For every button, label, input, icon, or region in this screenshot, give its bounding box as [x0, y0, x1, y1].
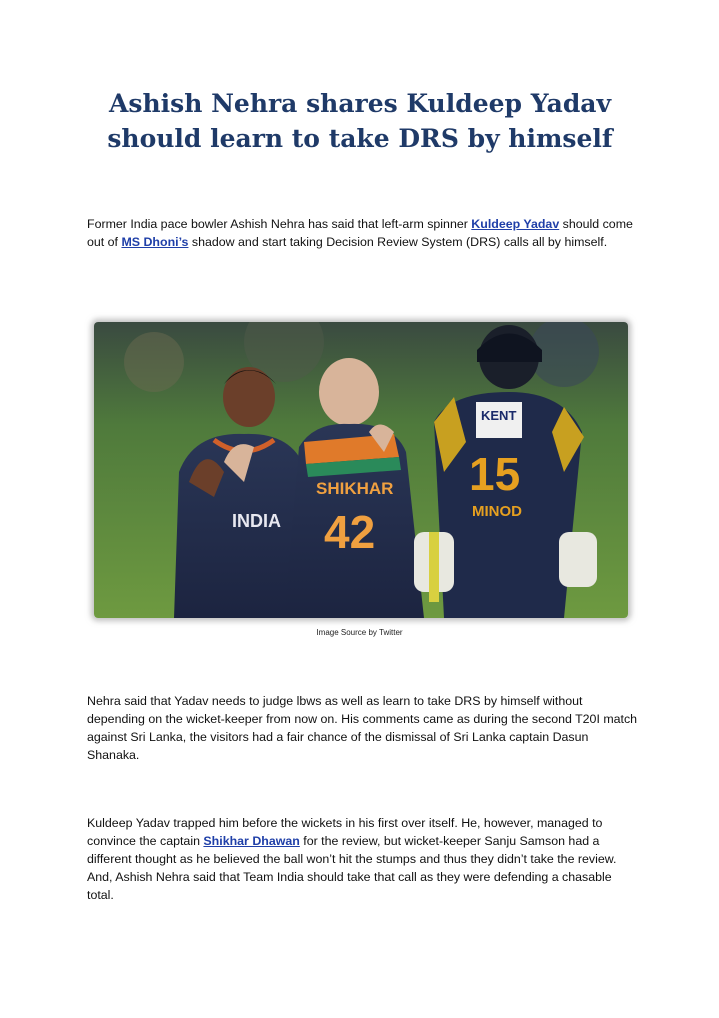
shikhar-dhawan-link[interactable]: Shikhar Dhawan: [203, 834, 300, 848]
jersey-name-minod: MINOD: [472, 503, 522, 520]
image-caption: Image Source by Twitter: [316, 628, 403, 637]
intro-text-2: should come out of: [87, 217, 633, 249]
jersey-sponsor: KENT: [481, 408, 517, 423]
kuldeep-yadav-link[interactable]: Kuldeep Yadav: [471, 217, 560, 231]
article-photo: [94, 322, 628, 618]
ms-dhoni-link[interactable]: MS Dhoni’s: [121, 235, 189, 249]
intro-text-1: Former India pace bowler Ashish Nehra has said that left-arm spinner: [87, 217, 472, 231]
p3-text-2: for the review, but wicket-keeper Sanju Samson had a different thought as he believed the ball won’t hit the stumps and thus they didn’t take the review. And, Ashish Nehra said that Team India should take that call as they were defending a chasable total.: [87, 834, 617, 902]
paragraph-three: [87, 814, 639, 904]
intro-text-3: shadow and start taking Decision Review System (DRS) calls all by himself.: [188, 235, 608, 249]
article-title: Ashish Nehra shares Kuldeep Yadav should learn to take DRS by himself: [107, 89, 613, 153]
jersey-number-15: 15: [469, 448, 521, 500]
jersey-name-shikhar: SHIKHAR: [316, 479, 394, 498]
paragraph-two: Nehra said that Yadav needs to judge lbws as well as learn to take DRS by himself without depending on the wicket-keeper from now on. His comments came as during the second T20I match against Sri Lanka, the visitors had a fair chance of the dismissal of Sri Lanka captain Dasun Shanaka.: [87, 694, 638, 762]
p3-text-1: Kuldeep Yadav trapped him before the wickets in his first over itself. He, however, managed to convince the captain: [87, 816, 603, 848]
jersey-number-42: 42: [324, 506, 376, 558]
chest-text: INDIA: [232, 511, 281, 531]
intro-paragraph: [87, 215, 639, 251]
